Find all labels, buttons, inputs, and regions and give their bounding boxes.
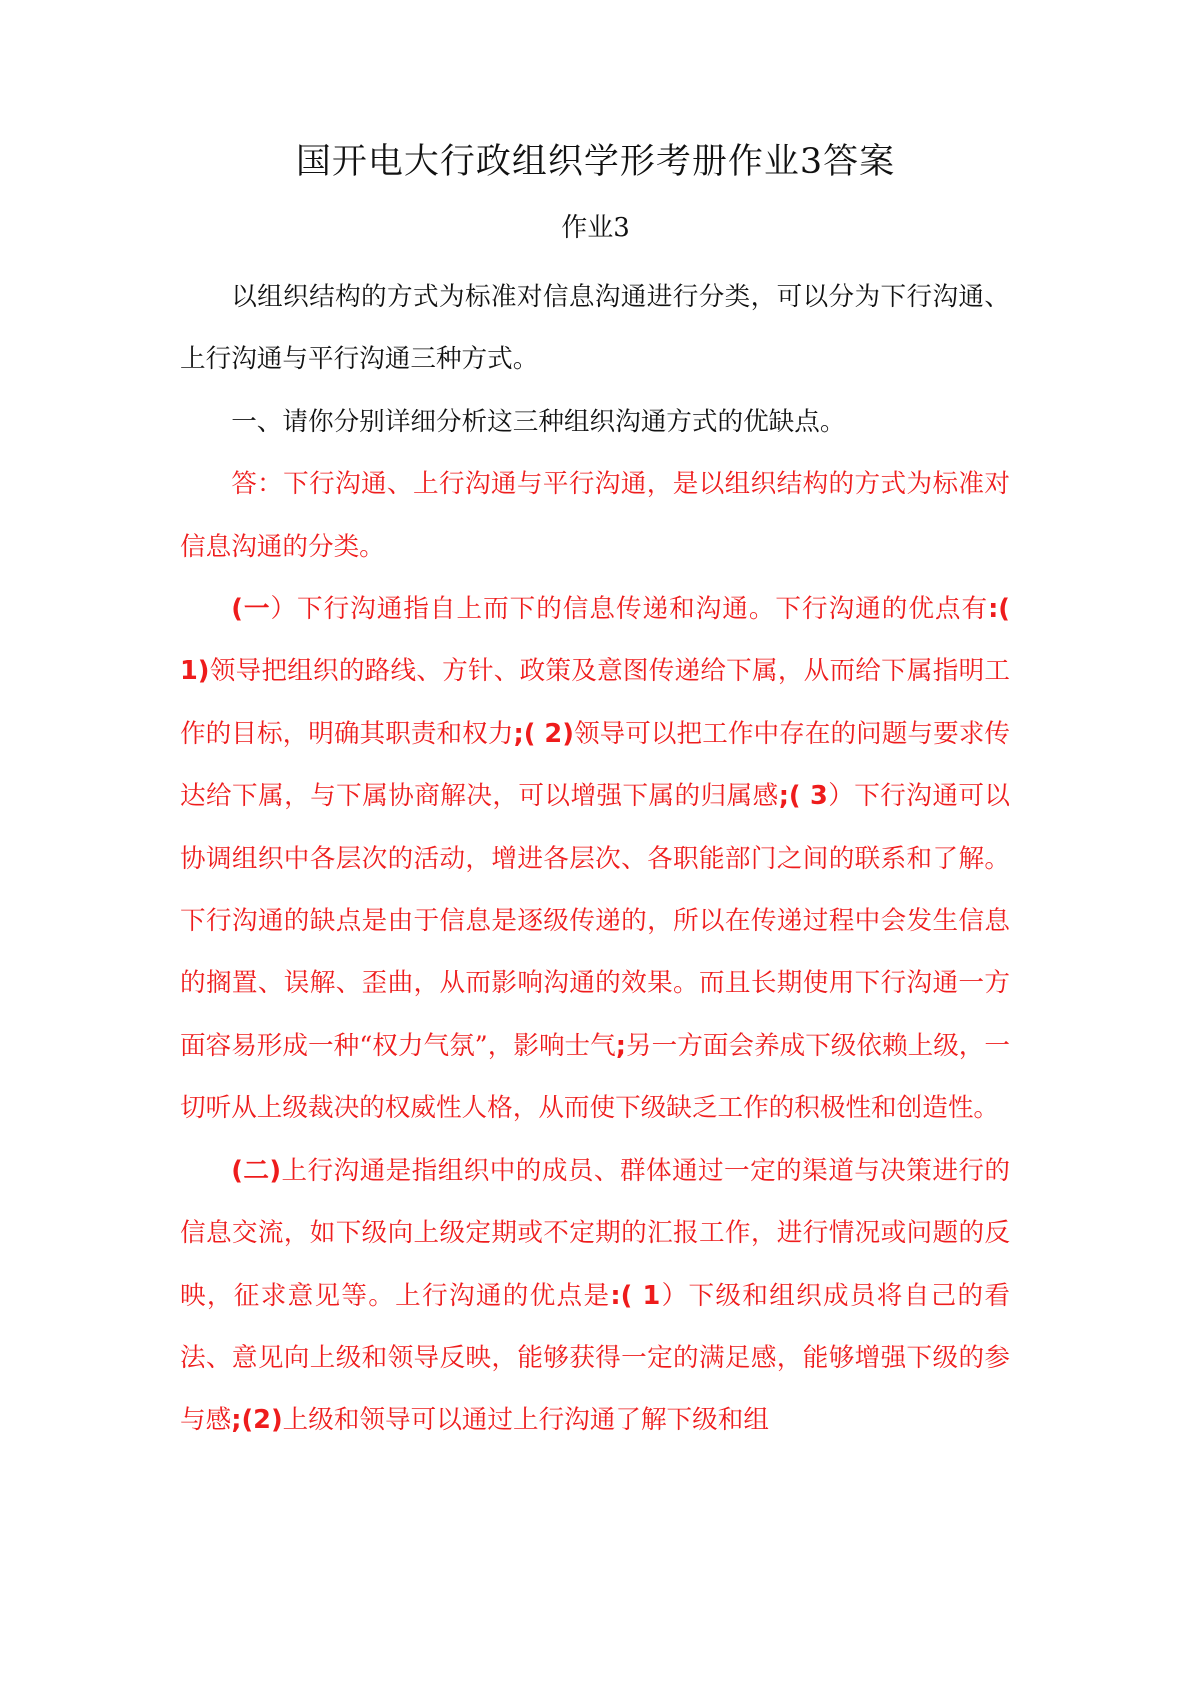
- question-intro: 以组织结构的方式为标准对信息沟通进行分类，可以分为下行沟通、上行沟通与平行沟通三种方式。: [180, 282, 1010, 375]
- section-marker: (一: [231, 594, 271, 625]
- answer-text: ）下行沟通指自上而下的信息传递和沟通。下行沟通的优点有: [270, 594, 989, 625]
- answer-text: ）下级和组织成员将自己的看法、意见向上级和领导反映，能够获得一定的满足感，能够增强下级的参与感: [180, 1280, 1010, 1436]
- list-marker: ;(2): [231, 1405, 283, 1436]
- document-body: [180, 266, 1010, 1452]
- answer-text: 另一方面会养成下级依赖上级，一切听从上级裁决的权威性人格，从而使下级缺乏工作的积极性和创造性。: [180, 1030, 1010, 1124]
- answer-text: 上行沟通是指组织中的成员、群体通过一定的渠道与决策进行的信息交流，如下级向上级定期或不定期的汇报工作，进行情况或问题的反映，征求意见等。上行沟通的优点是: [180, 1155, 1010, 1311]
- list-marker: ;( 3: [778, 781, 828, 812]
- answer-text: ）下行沟通可以协调组织中各层次的活动，增进各层次、各职能部门之间的联系和了解。下行沟通的缺点是由于信息是逐级传递的，所以在传递过程中会发生信息的搁置、误解、歪曲，从而影响沟通的效果。而且长期使用下行沟通一方面容易形成一种“权力气氛”，影响士气: [180, 781, 1010, 1061]
- list-marker: :( 1: [610, 1280, 661, 1311]
- list-marker: ;( 2): [513, 718, 574, 749]
- answer-section-two: [180, 1140, 1010, 1452]
- question-one: 一、请你分别详细分析这三种组织沟通方式的优缺点。: [231, 406, 846, 437]
- answer-section-one: [180, 578, 1010, 1140]
- list-marker: :( 1): [180, 594, 1010, 687]
- answer-text: 上级和领导可以通过上行沟通了解下级和组: [282, 1405, 769, 1436]
- section-marker: (二): [231, 1155, 282, 1186]
- answer-intro: 答：下行沟通、上行沟通与平行沟通，是以组织结构的方式为标准对信息沟通的分类。: [180, 469, 1010, 562]
- document-title: 国开电大行政组织学形考册作业3答案: [295, 142, 896, 182]
- document-subtitle: 作业3: [561, 213, 630, 243]
- list-marker: ;: [615, 1030, 627, 1061]
- answer-text: 领导把组织的路线、方针、政策及意图传递给下属，从而给下属指明工作的目标，明确其职责和权力: [180, 656, 1010, 749]
- answer-text: 领导可以把工作中存在的问题与要求传达给下属，与下属协商解决，可以增强下属的归属感: [180, 718, 1010, 812]
